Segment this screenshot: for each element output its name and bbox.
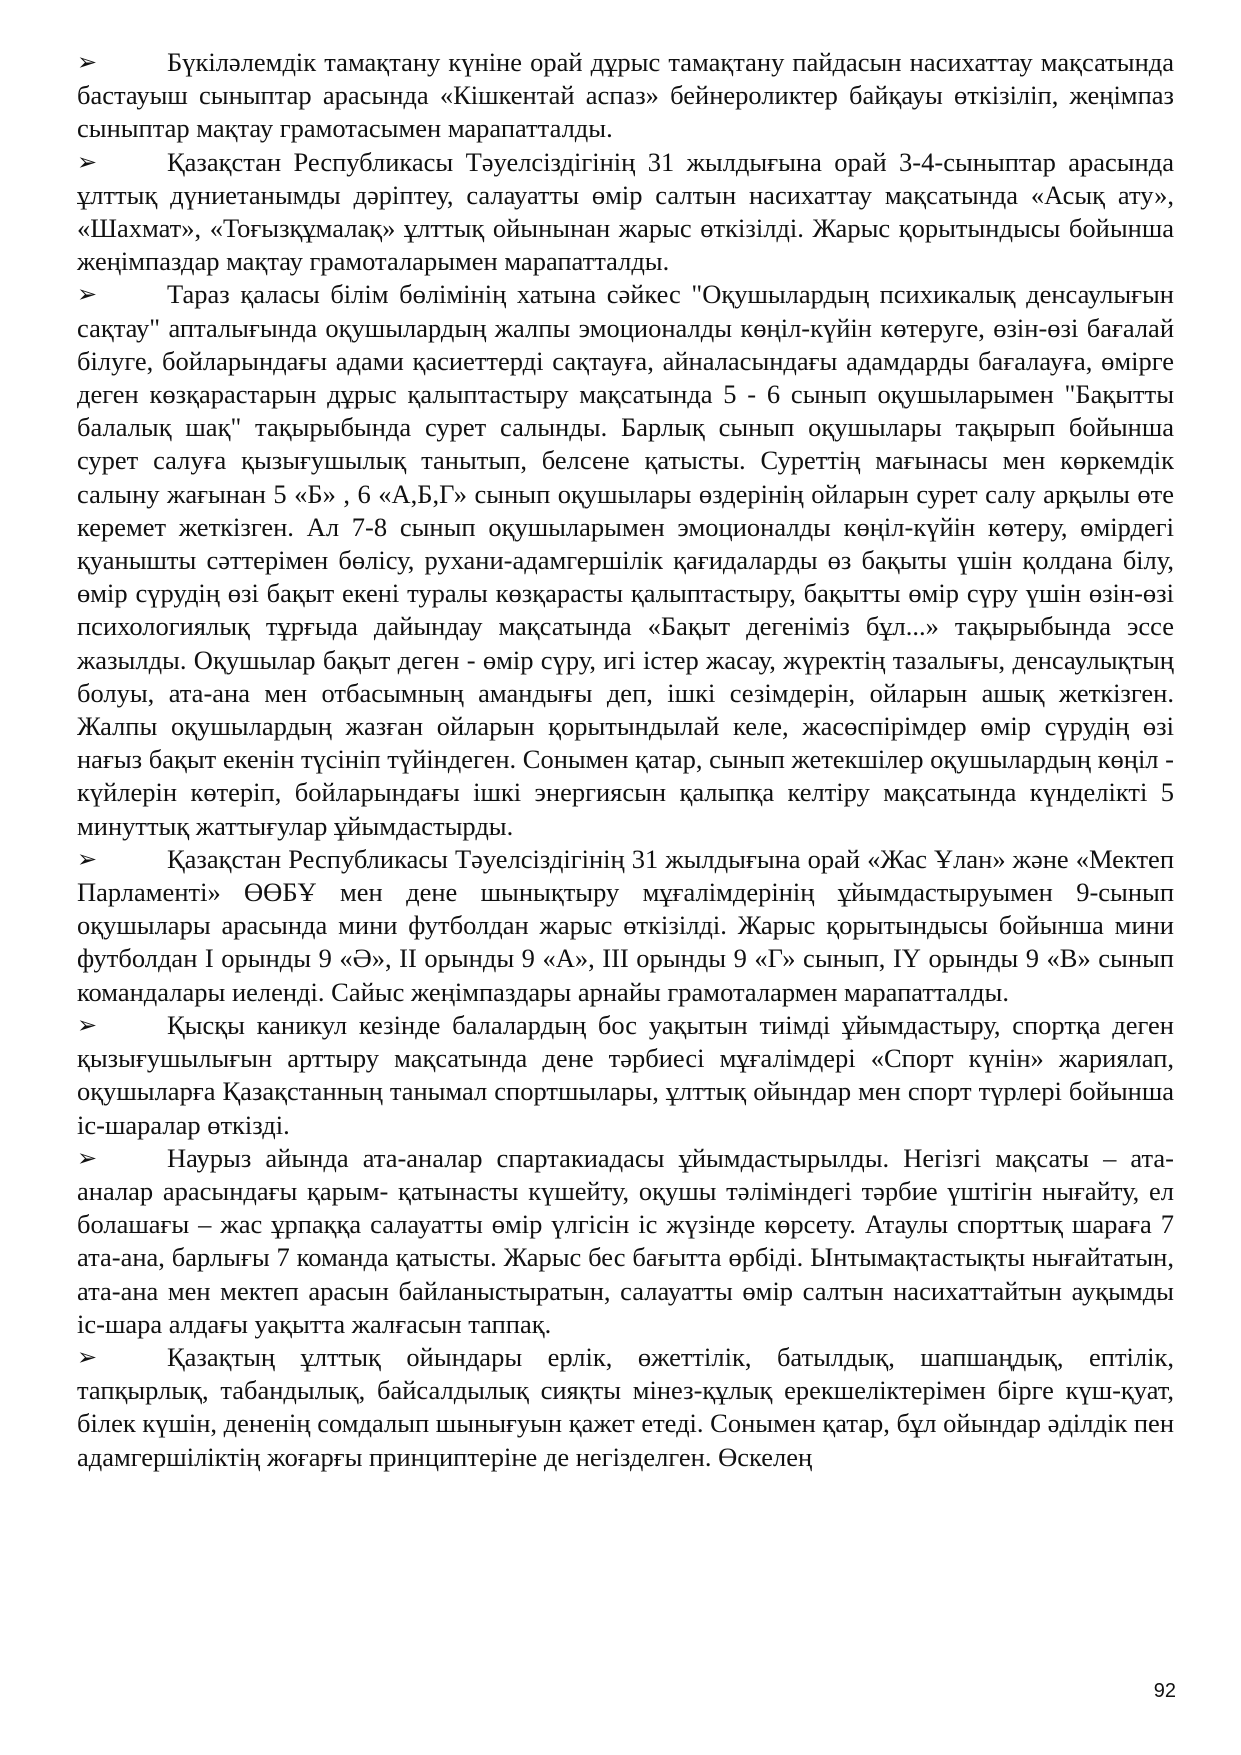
arrow-bullet-icon: ➢ bbox=[77, 844, 98, 873]
paragraph-text: Қазақстан Республикасы Тәуелсіздігінің 31 жылдығына орай «Жас Ұлан» және «Мектеп Парламенті» ӨӨБҰ мен дене шынықтыру мұғалімдерінің ұйымдастыруымен 9-сынып оқушылары арасында мини футболдан жарыс өткізілді. Жарыс қорытындысы бойынша мини футболдан І орынды 9 «Ә», ІІ орынды 9 «А», ІІІ орынды 9 «Г» сынып, ІҮ орынды 9 «В» сынып командалары иеленді. Сайыс жеңімпаздары арнайы грамоталармен марапатталды. bbox=[77, 843, 1174, 1007]
paragraph-text: Қазақстан Республикасы Тәуелсіздігінің 31 жылдығына орай 3-4-сыныптар арасында ұлттық дүниетанымды дәріптеу, салауатты өмір салтын насихаттау мақсатында «Асық ату», «Шахмат», «Тоғызқұмалақ» ұлттық ойынынан жарыс өткізілді. Жарыс қорытындысы бойынша жеңімпаздар мақтау грамоталарымен марапатталды. bbox=[77, 146, 1174, 277]
paragraph-text: Тараз қаласы білім бөлімінің хатына сәйкес "Оқушылардың психикалық денсаулығын сақтау" апталығында оқушылардың жалпы эмоционалды көңіл-күйін көтеруге, өзін-өзі бағалай білуге, бойларындағы адами қасиеттерді сақтауға, айналасындағы адамдарды бағалауға, өмірге деген көзқарастарын дұрыс қалыптастыру мақсатында 5 - 6 сынып оқушыларымен "Бақытты балалық шақ" тақырыбында сурет салынды. Барлық сынып оқушылары тақырып бойынша сурет салуға қызығушылық танытып, белсене қатысты. Суреттің мағынасы мен көркемдік салыну жағынан 5 «Б» , 6 «А,Б,Г» сынып оқушылары өздерінің ойларын сурет салу арқылы өте керемет жеткізген. Ал 7-8 сынып оқушыларымен эмоционалды көңіл-күйін көтеру, өмірдегі қуанышты сәттерімен бөлісу, рухани-адамгершілік қағидаларды өз бақыты үшін қолдана білу, өмір сүрудің өзі бақыт екені туралы көзқарасты қалыптастыру, бақытты өмір сүру үшін өзін-өзі психологиялық тұрғыда дайындау мақсатында «Бақыт дегеніміз бұл...» тақырыбында эссе жазылды. Оқушылар бақыт деген - өмір сүру, игі істер жасау, жүректің тазалығы, денсаулықтың болуы, ата-ана мен отбасымның амандығы деп, ішкі сезімдерін, ойларын ашық жеткізген. Жалпы оқушылардың жазған ойларын қорытындылай келе, жасөспірімдер өмір сүрудің өзі нағыз бақыт екенін түсініп түйіндеген. Сонымен қатар, сынып жетекшілер оқушылардың көңіл - күйлерін көтеріп, бойларындағы ішкі энергиясын қалыпқа келтіру мақсатында күнделікті 5 минуттық жаттығулар ұйымдастырды. bbox=[77, 279, 1174, 841]
list-item bbox=[77, 46, 1174, 146]
paragraph-text: Бүкіләлемдік тамақтану күніне орай дұрыс тамақтану пайдасын насихаттау мақсатында бастауыш сыныптар арасында «Кішкентай аспаз» бейнероликтер байқауы өткізіліп, жеңімпаз сыныптар мақтау грамотасымен марапатталды. bbox=[77, 47, 1174, 144]
arrow-bullet-icon: ➢ bbox=[77, 280, 98, 309]
list-item bbox=[77, 843, 1174, 1009]
list-item bbox=[77, 1341, 1174, 1474]
arrow-bullet-icon: ➢ bbox=[77, 48, 98, 76]
list-item bbox=[77, 146, 1174, 279]
arrow-bullet-icon: ➢ bbox=[77, 147, 98, 176]
list-item bbox=[77, 278, 1174, 842]
arrow-bullet-icon: ➢ bbox=[77, 1010, 98, 1039]
paragraph-text: Наурыз айында ата-аналар спартакиадасы ұйымдастырылды. Негізгі мақсаты – ата-аналар арасындағы қарым- қатынасты күшейту, оқушы тәліміндегі тәрбие үштігін нығайту, ел болашағы – жас ұрпаққа салауатты өмір үлгісін іс жүзінде көрсету. Атаулы спорттық шараға 7 ата-ана, барлығы 7 команда қатысты. Жарыс бес бағытта өрбіді. Ынтымақтастықты нығайтатын, ата-ана мен мектеп арасын байланыстыратын, салауатты өмір салтын насихаттайтын ауқымды іс-шара алдағы уақытта жалғасын таппақ. bbox=[77, 1142, 1174, 1339]
document-body bbox=[77, 46, 1174, 1474]
paragraph-text: Қысқы каникул кезінде балалардың бос уақытын тиімді ұйымдастыру, спортқа деген қызығушылығын арттыру мақсатында дене тәрбиесі мұғалімдері «Спорт күнін» жариялап, оқушыларға Қазақстанның танымал спортшылары, ұлттық ойындар мен спорт түрлері бойынша іс-шаралар өткізді. bbox=[77, 1009, 1174, 1140]
arrow-bullet-icon: ➢ bbox=[77, 1143, 98, 1172]
page-number: 92 bbox=[1153, 1680, 1176, 1702]
list-item bbox=[77, 1009, 1174, 1142]
arrow-bullet-icon: ➢ bbox=[77, 1342, 98, 1371]
list-item bbox=[77, 1142, 1174, 1341]
paragraph-text: Қазақтың ұлттық ойындары ерлік, өжеттілік, батылдық, шапшаңдық, ептілік, тапқырлық, табандылық, байсалдылық сияқты мінез-құлық ерекшеліктерімен бірге күш-қуат, білек күшін, дененің сомдалып шынығуын қажет етеді. Сонымен қатар, бұл ойындар әділдік пен адамгершіліктің жоғарғы принциптеріне де негізделген. Өскелең bbox=[77, 1341, 1174, 1472]
